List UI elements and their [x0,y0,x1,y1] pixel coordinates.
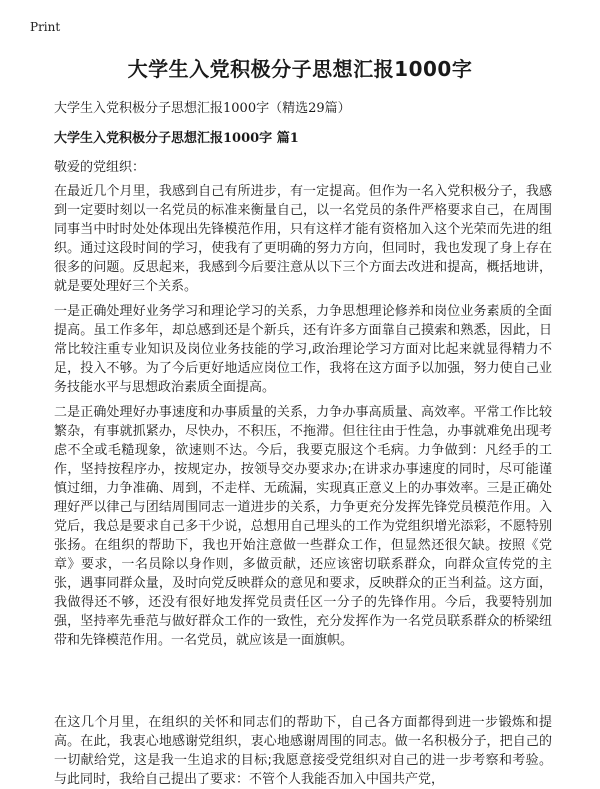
paragraph-4: 在这几个月里，在组织的关怀和同志们的帮助下，自己各方面都得到进一步锻炼和提高。在此，我衷心地感谢党组织，衷心地感谢周围的同志。做一名积极分子，把自己的一切献给党，这是我一生追求的目标;我愿意接受党组织对自己的进一步考察和考验。与此同时，我给自己提出了要求：不管个人我能否加入中国共产党， [54,715,552,787]
page-title: 大学生入党积极分子思想汇报1000字 [127,57,473,81]
paragraph-3: 二是正确处理好办事速度和办事质量的关系，力争办事高质量、高效率。平常工作比较繁杂，有事就抓紧办，尽快办，不积压，不拖滞。但往往由于性急，办事就难免出现考虑不全或毛糙现象，欲速则不达。今后，我要克服这个毛病。力争做到：凡经手的工作，坚持按程序办，按规定办，按领导交办要求办;在讲求办事速度的同时，尽可能谨慎过细，力争准确、周到，不走样、无疏漏，实现真正意义上的办事效率。三是正确处理好严以律己与团结周围同志一道进步的关系，力争更充分发挥先锋党员模范作用。入党后，我总是要求自己多干少说，总想用自己埋头的工作为党组织增光添彩，不愿特别张扬。在组织的帮助下，我也开始注意做一些群众工作，但显然还很欠缺。按照《党章》要求，一名员除以身作则，多做贡献，还应该密切联系群众，向群众宣传党的主张，遇事同群众量，及时向党反映群众的意见和要求，反映群众的正当利益。这方面，我做得还不够，还没有很好地发挥党员责任区一分子的先锋作用。今后，我要特别加强，坚持率先垂范与做好群众工作的一致性，充分发挥作为一名党员联系群众的桥梁纽带和先锋模范作用。一名党员，就应该是一面旗帜。 [54,405,552,648]
print-link[interactable]: Print [30,20,61,34]
section-heading: 大学生入党积极分子思想汇报1000字 篇1 [54,131,299,146]
paragraph-1: 在最近几个月里，我感到自己有所进步，有一定提高。但作为一名入党积极分子，我感到一定要时刻以一名党员的标准来衡量自己，以一名党员的条件严格要求自己，在周围同事当中时时处处体现出先锋模范作用，只有这样才能有资格加入这个光荣而先进的组织。通过这段时间的学习，使我有了更明确的努力方向，但同时，我也发现了身上存在很多的问题。反思起来，我感到今后要注意从以下三个方面去改进和提高，概括地讲，就是要处理好三个关系。 [54,184,552,294]
salutation: 敬爱的党组织： [54,160,146,175]
document-subtitle: 大学生入党积极分子思想汇报1000字（精选29篇） [54,101,351,116]
paragraph-2: 一是正确处理好业务学习和理论学习的关系，力争思想理论修养和岗位业务素质的全面提高。虽工作多年，却总感到还是个新兵，还有许多方面靠自己摸索和熟悉，因此，日常比较注重专业知识及岗位业务技能的学习,政治理论学习方面对比起来就显得精力不足，投入不够。为了今后更好地适应岗位工作，我将在这方面予以加强，努力使自己业务技能水平与思想政治素质全面提高。 [54,304,552,395]
